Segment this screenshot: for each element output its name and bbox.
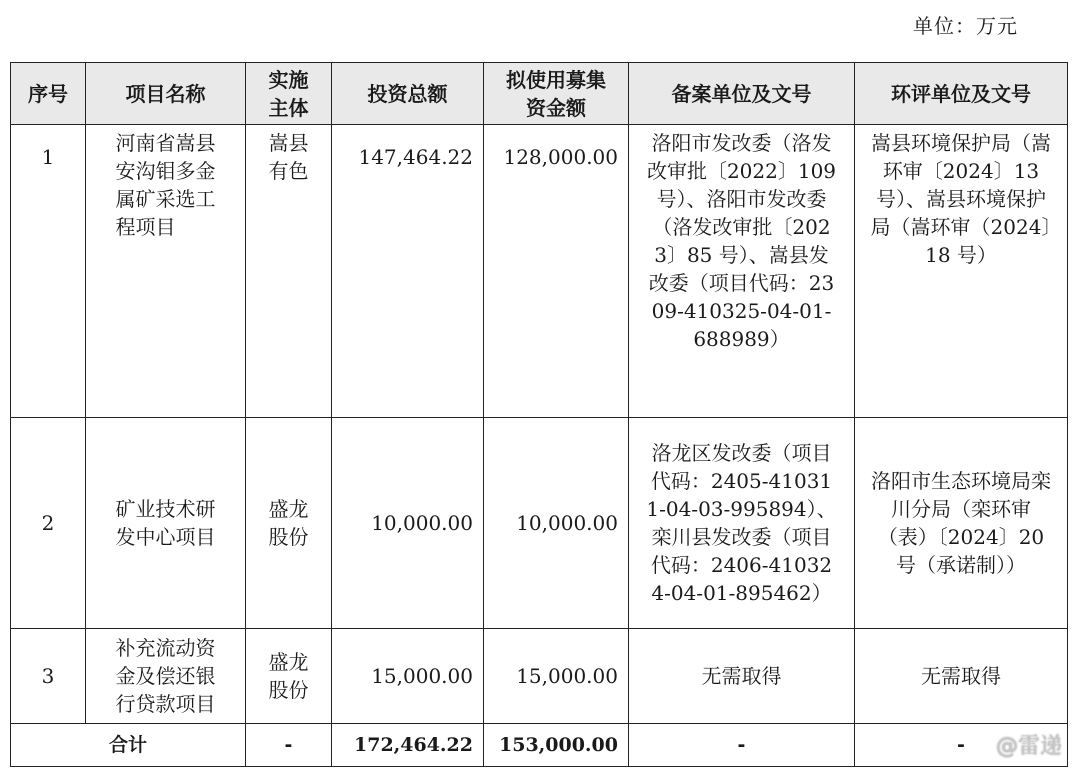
header-seq: 序号: [11, 63, 86, 125]
unit-label: 单位：万元: [913, 14, 1018, 38]
table-row: [11, 125, 1068, 418]
row-raised-funds: 15,000.00: [484, 629, 629, 724]
row-raised-funds: 10,000.00: [484, 418, 629, 629]
row-project-name: 河南省嵩县安沟钼多金属矿采选工程项目: [86, 125, 246, 418]
row-entity: 盛龙股份: [246, 629, 332, 724]
header-total-investment: 投资总额: [332, 63, 484, 125]
table-row: [11, 629, 1068, 724]
row-env: 无需取得: [855, 629, 1068, 724]
fundraising-projects-table: [10, 62, 1068, 767]
total-raised-funds: 153,000.00: [484, 724, 629, 767]
row-total-investment: 147,464.22: [332, 125, 484, 418]
row-seq: 2: [11, 418, 86, 629]
table-header-row: [11, 63, 1068, 125]
row-project-name: 补充流动资金及偿还银行贷款项目: [86, 629, 246, 724]
header-entity: 实施主体: [246, 63, 332, 125]
header-raised-funds: 拟使用募集资金额: [484, 63, 629, 125]
row-filing: 洛龙区发改委（项目代码：2405-410311-04-03-995894）、栾川县发改委（项目代码：2406-410324-04-01-895462）: [629, 418, 855, 629]
total-investment: 172,464.22: [332, 724, 484, 767]
total-entity: -: [246, 724, 332, 767]
watermark: @雷递: [995, 734, 1062, 759]
header-name: 项目名称: [86, 63, 246, 125]
row-env: 洛阳市生态环境局栾川分局（栾环审（表）〔2024〕20 号（承诺制））: [855, 418, 1068, 629]
header-filing: 备案单位及文号: [629, 63, 855, 125]
row-raised-funds: 128,000.00: [484, 125, 629, 418]
row-total-investment: 10,000.00: [332, 418, 484, 629]
total-env: -: [855, 724, 1068, 767]
total-label: 合计: [11, 724, 246, 767]
row-filing: 洛阳市发改委（洛发改审批〔2022〕109 号）、洛阳市发改委（洛发改审批〔2023〕85 号）、嵩县发改委（项目代码：2309-410325-04-01-688989）: [629, 125, 855, 418]
table-row: [11, 418, 1068, 629]
total-filing: -: [629, 724, 855, 767]
row-total-investment: 15,000.00: [332, 629, 484, 724]
row-env: 嵩县环境保护局（嵩环审〔2024〕13 号）、嵩县环境保护局（嵩环审（2024〕18 号）: [855, 125, 1068, 418]
row-seq: 3: [11, 629, 86, 724]
row-filing: 无需取得: [629, 629, 855, 724]
row-entity: 嵩县有色: [246, 125, 332, 418]
header-env: 环评单位及文号: [855, 63, 1068, 125]
row-seq: 1: [11, 125, 86, 418]
total-row: [11, 724, 1068, 767]
row-project-name: 矿业技术研发中心项目: [86, 418, 246, 629]
row-entity: 盛龙股份: [246, 418, 332, 629]
